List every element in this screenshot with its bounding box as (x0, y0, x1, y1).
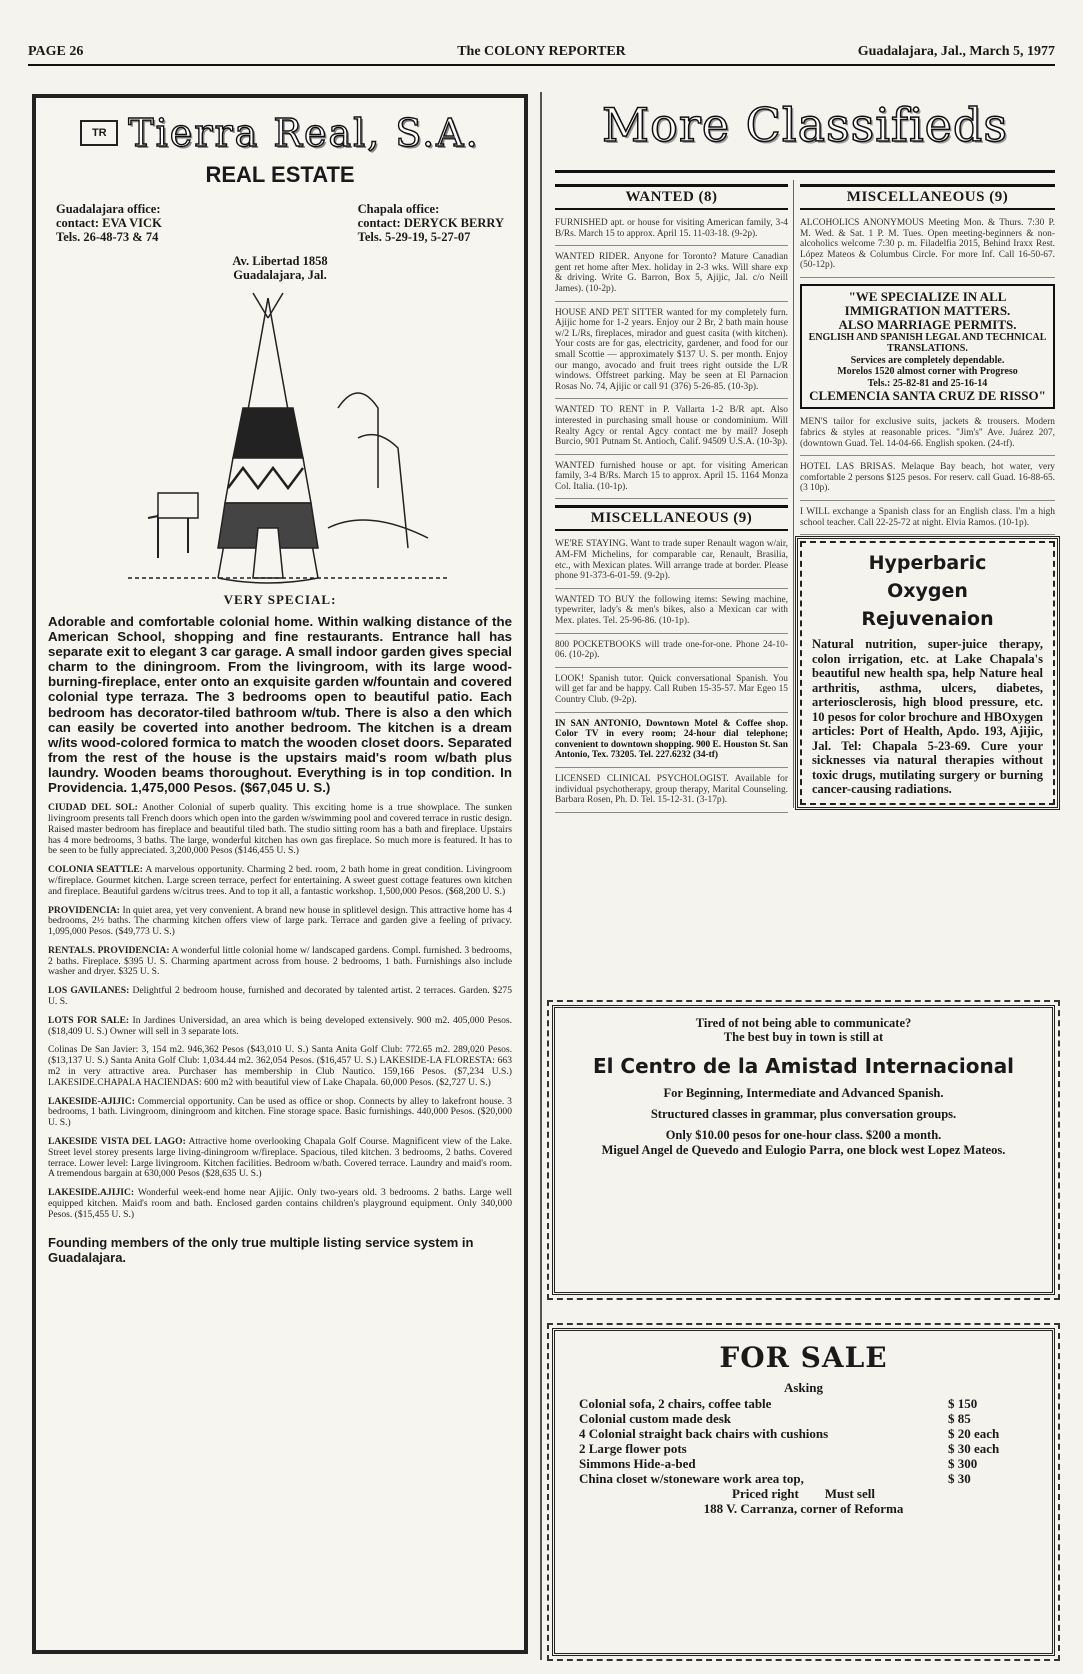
guadalajara-office (56, 202, 162, 244)
office-phone: Tels. 26-48-73 & 74 (56, 230, 159, 244)
offices (48, 202, 512, 244)
sale-item: 4 Colonial straight back chairs with cushions $ 20 each (579, 1426, 1000, 1441)
classified-ad: HOTEL LAS BRISAS. Melaque Bay beach, hot water, very comfortable 2 persons $125 pesos. For reserv. call Guad. 16-88-65. (3 10p). (800, 462, 1055, 501)
office-contact: contact: DERYCK BERRY (357, 216, 504, 230)
listing-item: PROVIDENCIA: In quiet area, yet very convenient. A brand new house in splitlevel design. This attractive home has 4 bedrooms, 2½ baths. The charming kitchen offers view of large park. Terrace and garden give a feeling of privacy. 1,095,000 Pesos. ($49,773 U. S.) (48, 904, 512, 938)
more-classifieds-title: More Classifieds (602, 98, 1008, 152)
office-label: Guadalajara office: (56, 202, 161, 216)
hyperbaric-heading: Hyperbaric (868, 552, 987, 575)
hyperbaric-heading: Rejuvenaion (861, 608, 994, 631)
asking-label: Asking (783, 1380, 824, 1395)
immigration-line: "WE SPECIALIZE IN ALL IMMIGRATION MATTERS. (844, 288, 1011, 318)
tierra-real-ad (32, 94, 528, 1654)
centro-line: Miguel Angel de Quevedo and Eulogio Parra, one block west Lopez Mateos. (601, 1143, 1006, 1157)
classified-ad: WANTED furnished house or apt. for visiting American family, 3-4 B/Rs. March 15 to approx. April 15. 1164 Monza Col. Italia. (10-1p). (555, 461, 788, 500)
listing-item: CIUDAD DEL SOL: Another Colonial of superb quality. This exciting home is a true showplace. The sunken livingroom presents tall French doors which open into the garden w/swimming pool and covered terrace in rustic design. Raised master bedroom has fireplace and beautiful tiled bath. The studio sitting room has a bath and fireplace. Upstairs has 4 more bedrooms, 3 baths. The large, wonderful kitchen has own gas fireplace. So much more is featured. It has to be seen to be fully appreciated. 3,200,000 Pesos ($146,455 U. S.) (48, 802, 512, 857)
founding-note: Founding members of the only true multiple listing service system in Guadalajara. (48, 1234, 474, 1265)
very-special-label: VERY SPECIAL: (223, 592, 337, 607)
classified-ad: WANTED TO RENT in P. Vallarta 1-2 B/R apt. Also interested in purchasing small house or condominium. Will Realty Agcy or rental Agcy contact me by mail? Joseph Burcio, 901 Putnam St. Antioch, Calif. 94509 U.S.A. (10-3p). (555, 405, 788, 454)
classified-ad: LICENSED CLINICAL PSYCHOLOGIST. Available for individual psychotherapy, group therapy, Marital Counseling. Barbara Rosen, Ph. D. Tel. 15-12-31. (3-17p). (555, 774, 788, 813)
classified-ad: HOUSE AND PET SITTER wanted for my completely furn. Ajijic home for 1-2 years. Enjoy our 2 Br, 2 bath main house w/2 L/Rs, fireplaces, mirador and guest casita (with kitchen). Your costs are for gas, electricity, gardener, and food for our small Scottie — approximately $137 U. S. per month. Enjoy our mango, avocado and fruit trees right outside the L/R windows. Offstreet parking. May be seen at El Parnacion Rosas No. 74, Ajijic or call 91 (376) 5-26-85. (10-3p). (555, 308, 788, 400)
immigration-line: Services are completely dependable. (850, 354, 1005, 366)
tierra-address (48, 254, 512, 282)
classified-ad: 800 POCKETBOOKS will trade one-for-one. Phone 24-10-06. (10-2p). (555, 640, 788, 668)
wanted-section-head: WANTED (8) (555, 184, 788, 210)
teepee-illustration (48, 288, 512, 588)
listing-item: LOTS FOR SALE: In Jardines Universidad, an area which is being developed extensively. 900 m2. 405,000 Pesos. ($18,409 U. S.) Owner will sell in 3 separate lots. (48, 1014, 512, 1037)
classified-ad: MEN'S tailor for exclusive suits, jackets & trousers. Modern fabrics & styles at reasonable prices. "Jim's" Ave. Juárez 207, (downtown Guad. Tel. 14-04-66. English spoken. (24-tf). (800, 417, 1055, 456)
sale-item: Colonial custom made desk $ 85 (579, 1411, 971, 1426)
classified-ad: WANTED TO BUY the following items: Sewing machine, typewriter, lady's & men's bikes, also a Mexican car with Mex. plates. Tel. 25-96-86. (10-1p). (555, 595, 788, 634)
address-line: Guadalajara, Jal. (233, 268, 327, 282)
office-contact: contact: EVA VICK (56, 216, 162, 230)
listing-item: LAKESIDE.AJIJIC: Wonderful week-end home near Ajijic. Only two-years old. 3 bedrooms. 2 baths. Large well equipped kitchen. Maid's room and bath. Enclosed garden contains children's playground equipment. Only 340,000 Pesos. ($15,455 U. S.) (48, 1187, 512, 1220)
hyperbaric-heading: Oxygen (887, 580, 968, 603)
misc-section-head: MISCELLANEOUS (9) (555, 505, 788, 531)
centro-name: El Centro de la Amistad Internacional (592, 1054, 1015, 1078)
address-line: Av. Libertad 1858 (232, 254, 328, 268)
sale-item: 2 Large flower pots $ 30 each (579, 1441, 1000, 1456)
classified-column-left (555, 184, 788, 819)
teepee-drawing (128, 288, 448, 588)
paper-name: The COLONY REPORTER (457, 44, 626, 59)
real-estate-subtitle: REAL ESTATE (205, 162, 355, 187)
sale-item: Simmons Hide-a-bed $ 300 (579, 1456, 978, 1471)
classified-ad: IN SAN ANTONIO, Downtown Motel & Coffee shop. Color TV in every room; 24-hour dial telephone; convenient to downtown shopping. 900 E. Houston St. San Antonio, Tex. 73205. Tel. 227.6232 (34-tf) (555, 719, 788, 768)
dateline: Guadalajara, Jal., March 5, 1977 (857, 44, 1055, 59)
immigration-ad (800, 284, 1055, 410)
office-phone: Tels. 5-29-19, 5-27-07 (357, 230, 471, 244)
listing-item: LAKESIDE-AJIJIC: Commercial opportunity. Can be used as office or shop. Connects by alley to lakefront house. 3 bedrooms, 1 bath. Livingroom, diningroom and kitchen. Fine storage space. Basic furnishings. 440,000 Pesos. ($20,000 U. S.) (48, 1095, 512, 1129)
masthead (28, 44, 1055, 66)
for-sale-address: 188 V. Carranza, corner of Reforma (703, 1501, 904, 1516)
immigration-line: CLEMENCIA SANTA CRUZ DE RISSO" (809, 388, 1046, 404)
classified-ad: I WILL exchange a Spanish class for an English class. I'm a high school teacher. Call 22-25-72 at night. Elvia Ramos. (10-1p). (800, 507, 1055, 535)
immigration-line: ENGLISH AND SPANISH LEGAL AND TECHNICAL TRANSLATIONS. (808, 331, 1047, 355)
listing-item: LAKESIDE VISTA DEL LAGO: Attractive home overlooking Chapala Golf Course. Magnificent view of the Lake. Street level storey presents large living-diningroom w/fireplace. Spacious, tiled kitchen. 3 bedrooms, 2 baths. Covered terrace. Lower level: Large livingroom. Kitchen facilities. Bedroom w/bath. Covered terrace. Laundry and maid's room. A tremendous bargain at 630,000 Pesos ($28,635 U. S.) (48, 1136, 512, 1180)
office-label: Chapala office: (357, 202, 440, 216)
classified-ad: WE'RE STAYING. Want to trade super Renault wagon w/air, AM-FM Michelins, for comparable car, Renault, Brasilia, etc., with Mexican plates. Will arrange trade at border. Please phone 91-373-6-01-59. (9-2p). (555, 539, 788, 588)
tierra-real-name: Tierra Real, S.A. (128, 111, 480, 155)
centro-line: Tired of not being able to communicate? (695, 1016, 912, 1030)
classified-ad: WANTED RIDER. Anyone for Toronto? Mature Canadian gent ret home after Mex. holiday in 2-3 wks. Will share exp & driving. Write G. Barron, Box 5, Ajijic, Jal. c/o Neill James). (10-2p). (555, 252, 788, 301)
classified-column-divider (793, 180, 794, 808)
immigration-line: Tels.: 25-82-81 and 25-16-14 (867, 377, 988, 389)
tierra-real-logo-icon: TR (80, 120, 118, 146)
classified-ad: LOOK! Spanish tutor. Quick conversational Spanish. You will get far and be happy. Call Ruben 15-35-57. Mar Egeo 15 Country Club. (9-2p). (555, 674, 788, 713)
centro-line: Structured classes in grammar, plus conversation groups. (650, 1107, 957, 1121)
centro-line: The best buy in town is still at (723, 1030, 884, 1044)
sale-item: Colonial sofa, 2 chairs, coffee table $ 150 (579, 1396, 978, 1411)
sale-item: China closet w/stoneware work area top, $ 30 (579, 1471, 971, 1486)
listings (48, 803, 512, 1221)
page-number: PAGE 26 (28, 44, 84, 59)
featured-listing: Adorable and comfortable colonial home. Within walking distance of the American School, shopping and fine restaurants. Entrance hall has separate exit to elegant 3 car garage. A small indoor garden gives special charm to the diningroom. From the livingroom, with its large wood-burning-fireplace, enter onto an exquisite garden w/fountain and covered colonial type terraza. The 3 bedrooms open to beautiful patio. Each bedroom has decorator-tiled bathroom w/tub. There is also a den which can easily be coverted into another bedroom. The kitchen is a dream w/its wood-colored formica to match the wooden closet doors. Separated from the rest of the house is the upstairs maid's room w/bath plus laundry. Wooden beams thoroughout. Everything is in top condition. In Providencia. 1,475,000 Pesos. ($67,045 U. S.) (48, 614, 512, 796)
listing-item: Colinas De San Javier: 3, 154 m2. 946,362 Pesos ($43,010 U. S.) Santa Anita Golf Club: 772.65 m2. 289,020 Pesos. ($13,137 U. S.) Santa Anita Golf Club: 1,034.44 m2. 362,054 Pesos. ($16,457 U. S.) LAKESIDE-LA FLORESTA: 663 m2 in very attractive area. Purchaser has membership in Club Nautico. 159,166 Pesos. ($7,234 U.S.) LAKESIDE.CHAPALA HACIENDAS: 600 m2 with beautiful view of Lake Chapala. 60,000 Pesos. ($2,727 U. S.) (48, 1044, 512, 1088)
title-rule (555, 170, 1055, 173)
column-divider (540, 92, 542, 1660)
listing-item: LOS GAVILANES: Delightful 2 bedroom house, furnished and decorated by talented artist. 2 terraces. Garden. $275 U. S. (48, 985, 512, 1008)
immigration-line: ALSO MARRIAGE PERMITS. (838, 316, 1017, 332)
classified-ad: ALCOHOLICS ANONYMOUS Meeting Mon. & Thurs. 7:30 P. M. Wed. & Sat. 1 P. M. Tues. Open meeting-beginners & non-alcoholics welcome 7:30 p. m. Filadelfia 2015, Behind Iraxx Rest. López Mateos & Columbus Circle. For more Inf. Call 16-50-67. (50-12p). (800, 218, 1055, 278)
listing-item: RENTALS. PROVIDENCIA: A wonderful little colonial home w/ landscaped gardens. Compl. furnished. 3 bedrooms, 2 baths. Fireplace. $395 U. S. Charming apartment across from house. 2 bedrooms, 1 bath. Furnishings also include washer and dryer. $325 U. S. (48, 944, 512, 978)
hyperbaric-ad (800, 541, 1055, 805)
centro-line: Only $10.00 pesos for one-hour class. $200 a month. (665, 1128, 942, 1142)
hyperbaric-body: Natural nutrition, super-juice therapy, colon irrigation, etc. at Lake Chapala's beautiful new health spa, help Nature heal arthritis, asthma, ulcers, diabetes, arteriosclerosis, high blood pressure, etc. 10 pesos for color brochure and HBOxygen articles: Port of Health, Apdo. 193, Ajijic, Jal. Tel: Chapala 5-23-69. Cure your sicknesses via natural therapies without toxic drugs, mutilating surgery or burning cancer-causing radiations. (812, 637, 1043, 797)
centro-amistad-ad (552, 1005, 1055, 1295)
centro-line: For Beginning, Intermediate and Advanced Spanish. (663, 1086, 944, 1100)
listing-item: COLONIA SEATTLE: A marvelous opportunity. Charming 2 bed. room, 2 bath home in great condition. Livingroom w/fireplace. Gourmet kitchen. Large screen terrace, perfect for entertaining. A sweet guest cottage features own kitchen and fireplace. Beautiful gardens w/citrus trees. And to top it all, a fantastic workshop. 1,500,000 Pesos. ($68,200 U. S.) (48, 864, 513, 897)
priced-right-note: Priced right Must sell (732, 1486, 875, 1501)
classified-column-right (800, 184, 1055, 805)
for-sale-ad (552, 1328, 1055, 1656)
classified-ad: FURNISHED apt. or house for visiting American family, 3-4 B/Rs. March 15 to approx. April 15. 11-03-18. (9-2p). (555, 218, 788, 246)
for-sale-title: FOR SALE (719, 1341, 888, 1374)
tierra-real-header (48, 106, 512, 160)
immigration-line: Morelos 1520 almost corner with Progreso (837, 366, 1018, 378)
misc-section-head: MISCELLANEOUS (9) (800, 184, 1055, 210)
chapala-office (358, 202, 504, 244)
